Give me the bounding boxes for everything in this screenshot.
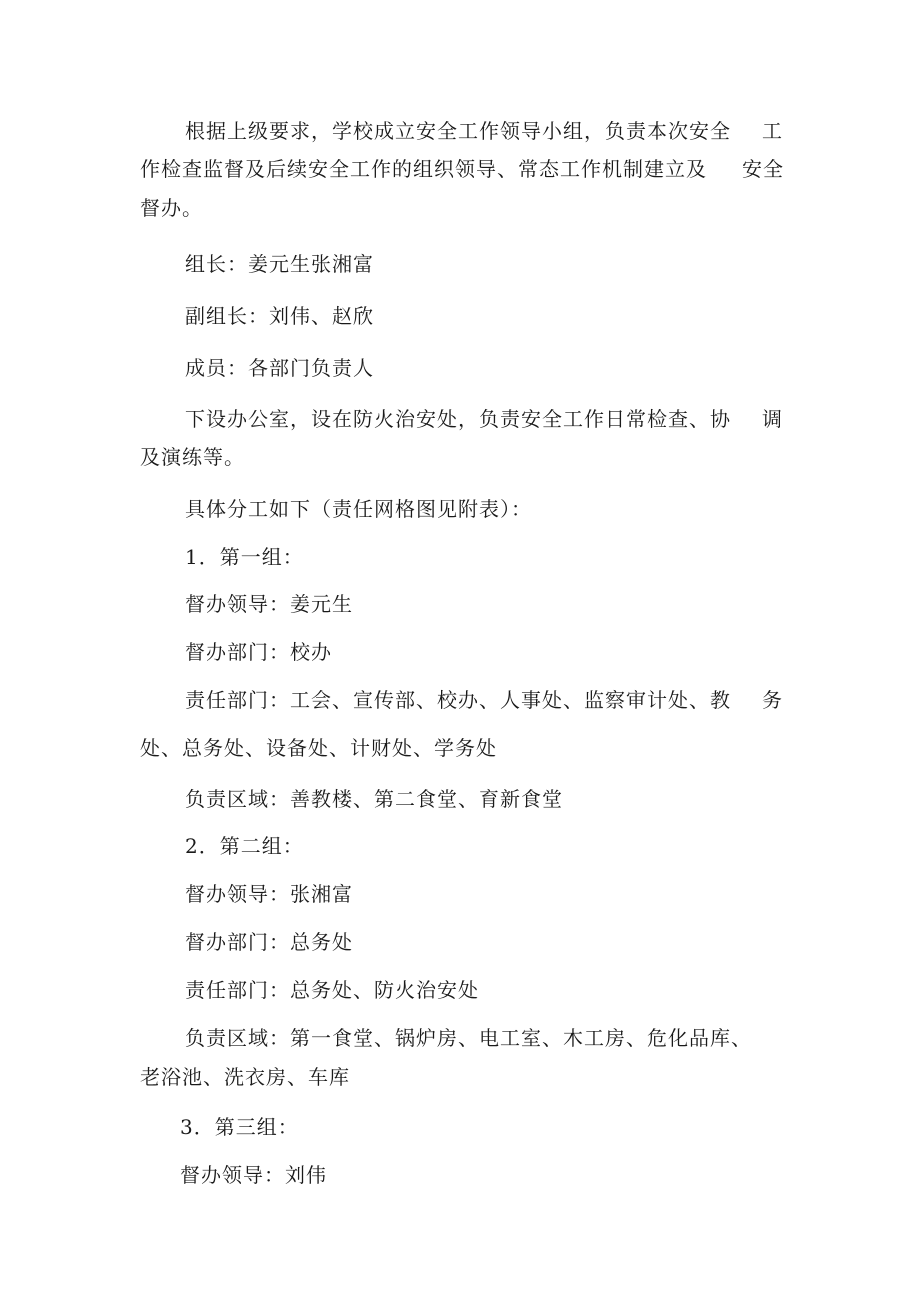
group-1-area: 负责区域：善教楼、第二食堂、育新食堂 bbox=[185, 787, 563, 811]
group-3-title: 3．第三组： bbox=[180, 1115, 299, 1139]
group-1-dept: 督办部门：校办 bbox=[185, 640, 332, 664]
office-line-1: 下设办公室，设在防火治安处，负责安全工作日常检查、协 bbox=[185, 407, 731, 431]
division-intro: 具体分工如下（责任网格图见附表）： bbox=[185, 497, 532, 521]
intro-line-3: 督办。 bbox=[140, 196, 203, 220]
intro-line-2-end: 安全 bbox=[742, 157, 784, 181]
group-2-area-line-2: 老浴池、洗衣房、车库 bbox=[140, 1065, 350, 1089]
group-1-resp-line-1: 责任部门：工会、宣传部、校办、人事处、监察审计处、教 bbox=[185, 688, 731, 712]
intro-line-2: 作检查监督及后续安全工作的组织领导、常态工作机制建立及 bbox=[140, 157, 707, 181]
group-2-lead: 督办领导：张湘富 bbox=[185, 882, 353, 906]
group-1-resp-line-1-end: 务 bbox=[762, 688, 783, 712]
intro-line-1: 根据上级要求，学校成立安全工作领导小组，负责本次安全 bbox=[185, 119, 731, 143]
intro-line-1-end: 工 bbox=[762, 119, 783, 143]
group-2-title: 2．第二组： bbox=[185, 834, 304, 858]
group-2-area-line-1: 负责区域：第一食堂、锅炉房、电工室、木工房、危化品库、 bbox=[185, 1026, 752, 1050]
group-3-lead: 督办领导：刘伟 bbox=[180, 1163, 327, 1187]
vice-leader-line: 副组长：刘伟、赵欣 bbox=[185, 304, 374, 328]
office-line-1-end: 调 bbox=[762, 407, 783, 431]
group-1-lead: 督办领导：姜元生 bbox=[185, 592, 353, 616]
group-2-resp: 责任部门：总务处、防火治安处 bbox=[185, 978, 479, 1002]
members-line: 成员：各部门负责人 bbox=[185, 356, 374, 380]
leader-line: 组长：姜元生张湘富 bbox=[185, 252, 374, 276]
group-1-resp-line-2: 处、总务处、设备处、计财处、学务处 bbox=[140, 736, 497, 760]
group-2-dept: 督办部门：总务处 bbox=[185, 930, 353, 954]
office-line-2: 及演练等。 bbox=[140, 445, 245, 469]
group-1-title: 1．第一组： bbox=[185, 545, 304, 569]
